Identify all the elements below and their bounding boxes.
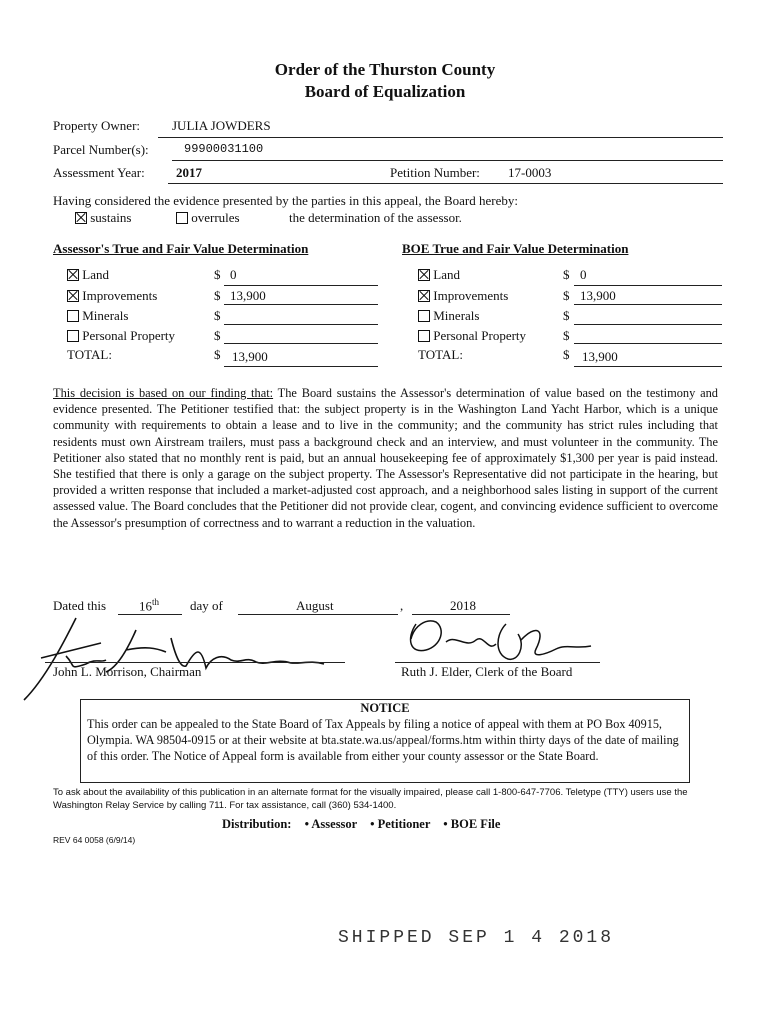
- sustains-option: [75, 210, 131, 226]
- assessor-row-improvements: [67, 288, 157, 304]
- boe-heading: BOE True and Fair Value Determination: [402, 241, 629, 256]
- chairman-name: John L. Morrison, Chairman: [53, 664, 202, 679]
- petition-value: 17-0003: [508, 165, 552, 180]
- boe-improvements-dollar: $: [563, 288, 570, 303]
- assessor-improvements-rule: [224, 304, 378, 305]
- boe-total-value: 13,900: [582, 349, 618, 364]
- dated-month: August: [296, 598, 334, 613]
- assessor-minerals-dollar: $: [214, 308, 221, 323]
- boe-minerals-checkbox[interactable]: [418, 310, 430, 322]
- sustains-label: sustains: [90, 210, 132, 225]
- boe-improvements-label: Improvements: [433, 288, 509, 303]
- boe-land-rule: [574, 285, 722, 286]
- boe-total-rule: [574, 366, 722, 367]
- assessor-heading: Assessor's True and Fair Value Determination: [53, 241, 309, 256]
- owner-value: JULIA JOWDERS: [172, 118, 271, 133]
- boe-row-land: [418, 267, 460, 283]
- dated-year: 2018: [450, 598, 476, 613]
- assessor-row-personal: [67, 328, 175, 344]
- sustains-checkbox[interactable]: [75, 212, 87, 224]
- notice-box: [80, 699, 690, 783]
- assessor-land-label: Land: [82, 267, 109, 282]
- finding-text: The Board sustains the Assessor's determination of value based on the testimony and evidence presented. The Petitioner testified that: the subject property is in the Washington Land Yacht Harbor, which is a unique community with requirements to obtain a lease and to live in the community; and the community has strict rules including that residents must own Airstream trailers, must pass a background check and an interview, and must volunteer in the community. The Petitioner also stated that no monthly rent is paid, but an annual housekeeping fee of approximately $1,300 per year is paid instead. She testified that there is only a garage on the subject property. The Assessor's Representative did not participate in the hearing, but provided a written response that included a market-adjusted cost approach, and a neighborhood sales listing in support of the current assessed value. The Board concludes that the Petitioner did not provide clear, cogent, and convincing evidence sufficient to overcome the Assessor's presumption of correctness and to warrant a reduction in the valuation.: [53, 386, 718, 530]
- boe-personal-label: Personal Property: [433, 328, 527, 343]
- distribution-assessor: • Assessor: [304, 817, 357, 831]
- boe-total-label: TOTAL:: [418, 347, 463, 362]
- boe-improvements-value: 13,900: [580, 288, 616, 303]
- year-rule: [168, 183, 723, 184]
- overrules-option: [176, 210, 240, 226]
- assessor-land-value: 0: [230, 267, 237, 282]
- boe-land-label: Land: [433, 267, 460, 282]
- distribution-petitioner: • Petitioner: [370, 817, 431, 831]
- dated-label: Dated this: [53, 598, 107, 613]
- assessor-minerals-label: Minerals: [82, 308, 129, 323]
- boe-improvements-rule: [574, 304, 722, 305]
- distribution-boe-file: • BOE File: [443, 817, 501, 831]
- assessor-personal-dollar: $: [214, 328, 221, 343]
- boe-land-value: 0: [580, 267, 587, 282]
- accessibility-text: To ask about the availability of this publication in an alternate format for the visually impaired, please call 1-800-647-7706. Teletype (TTY) users use the Washington Relay Service by calling 711. For tax assistance, call (360) 534-1400.: [53, 787, 688, 811]
- boe-minerals-dollar: $: [563, 308, 570, 323]
- dated-day-number: 16: [139, 598, 152, 614]
- assessor-total-label: TOTAL:: [67, 347, 112, 362]
- assessor-improvements-label: Improvements: [82, 288, 158, 303]
- boe-land-checkbox[interactable]: [418, 269, 430, 281]
- form-number: REV 64 0058 (6/9/14): [53, 835, 136, 845]
- assessor-improvements-checkbox[interactable]: [67, 290, 79, 302]
- dated-day-suffix: th: [152, 597, 160, 607]
- boe-personal-rule: [574, 343, 722, 344]
- boe-row-minerals: [418, 308, 479, 324]
- chairman-signature: [6, 608, 346, 708]
- overrules-label: overrules: [191, 210, 240, 225]
- notice-title: NOTICE: [360, 701, 410, 715]
- day-of-label: day of: [190, 598, 223, 613]
- assessor-total-value: 13,900: [232, 349, 268, 364]
- boe-personal-checkbox[interactable]: [418, 330, 430, 342]
- boe-personal-dollar: $: [563, 328, 570, 343]
- overrules-checkbox[interactable]: [176, 212, 188, 224]
- assessor-improvements-value: 13,900: [230, 288, 266, 303]
- parcel-label: Parcel Number(s):: [53, 142, 149, 157]
- title-line-1: Order of the Thurston County: [274, 60, 496, 79]
- boe-minerals-label: Minerals: [433, 308, 480, 323]
- boe-row-improvements: [418, 288, 508, 304]
- assessor-land-rule: [224, 285, 378, 286]
- parcel-value: 99900031100: [184, 142, 264, 156]
- distribution-label: Distribution:: [222, 817, 292, 831]
- parcel-rule: [172, 160, 723, 161]
- decision-tail: the determination of the assessor.: [289, 210, 462, 225]
- clerk-rule: [395, 662, 600, 663]
- boe-row-personal: [418, 328, 526, 344]
- clerk-name: Ruth J. Elder, Clerk of the Board: [401, 664, 573, 679]
- decision-intro: Having considered the evidence presented by the parties in this appeal, the Board hereby:: [53, 193, 518, 208]
- assessor-minerals-rule: [224, 324, 378, 325]
- distribution-line: [222, 817, 500, 832]
- assessor-row-minerals: [67, 308, 128, 324]
- assessor-personal-label: Personal Property: [82, 328, 176, 343]
- dated-comma: ,: [400, 598, 404, 613]
- notice-text: This order can be appealed to the State Board of Tax Appeals by filing a notice of appeal with them at PO Box 40915, Olympia. WA 98504-0915 or at their website at bta.state.wa.us/appeal/forms.htm within thirty days of the date of mailing of this order. The Notice of Appeal form is available from either your county assessor or the State Board.: [87, 717, 679, 763]
- petition-label: Petition Number:: [390, 165, 480, 180]
- boe-improvements-checkbox[interactable]: [418, 290, 430, 302]
- title-line-2: Board of Equalization: [304, 82, 466, 101]
- assessor-personal-rule: [224, 343, 378, 344]
- assessor-improvements-dollar: $: [214, 288, 221, 303]
- assessment-year-value: 2017: [176, 165, 202, 180]
- assessment-year-label: Assessment Year:: [53, 165, 145, 180]
- boe-total-dollar: $: [563, 347, 570, 362]
- owner-label: Property Owner:: [53, 118, 141, 133]
- owner-rule: [158, 137, 723, 138]
- assessor-minerals-checkbox[interactable]: [67, 310, 79, 322]
- assessor-personal-checkbox[interactable]: [67, 330, 79, 342]
- assessor-land-checkbox[interactable]: [67, 269, 79, 281]
- boe-minerals-rule: [574, 324, 722, 325]
- shipped-stamp: SHIPPED SEP 1 4 2018: [338, 928, 615, 948]
- finding-paragraph: [53, 385, 718, 531]
- assessor-total-rule: [224, 366, 378, 367]
- boe-land-dollar: $: [563, 267, 570, 282]
- finding-lead: This decision is based on our finding that:: [53, 386, 274, 400]
- assessor-row-land: [67, 267, 109, 283]
- assessor-land-dollar: $: [214, 267, 221, 282]
- assessor-total-dollar: $: [214, 347, 221, 362]
- chairman-rule: [45, 662, 345, 663]
